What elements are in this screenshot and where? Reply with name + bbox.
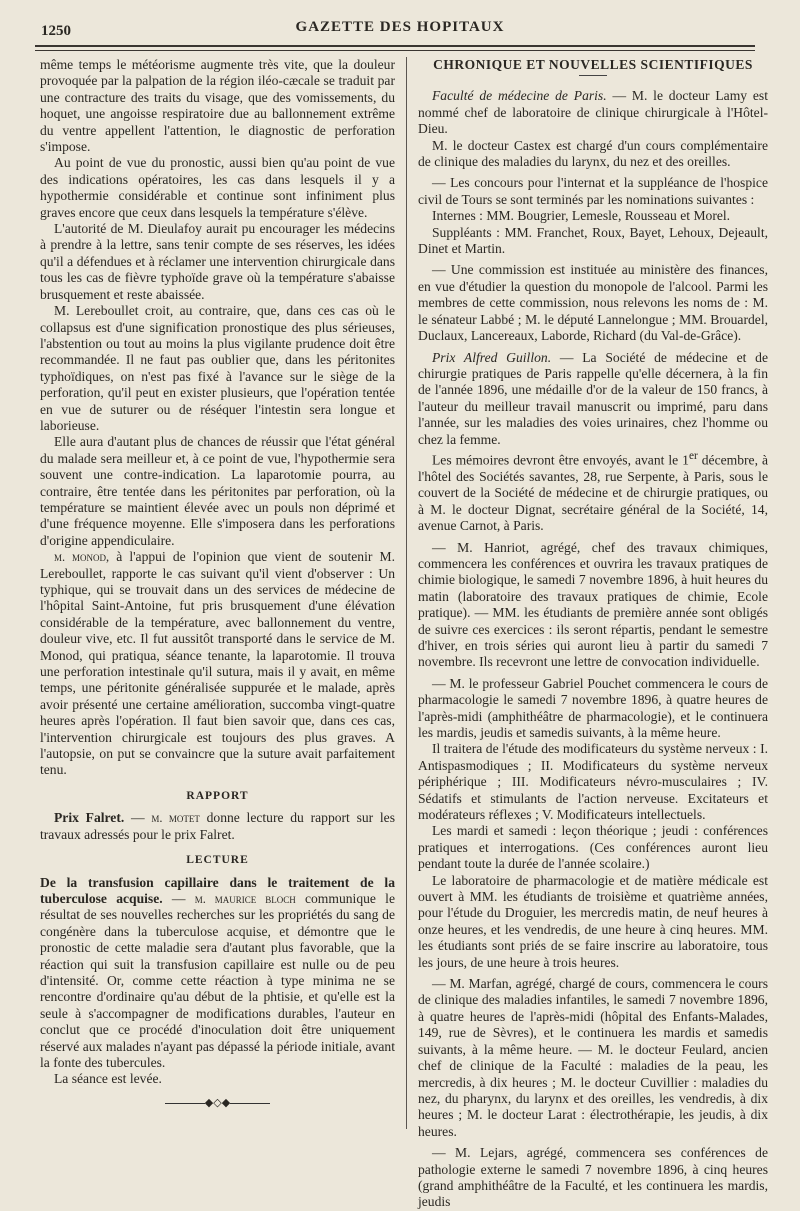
right-column (418, 57, 768, 1211)
section-heading-lecture: LECTURE (186, 854, 249, 867)
prix-paragraph (40, 810, 395, 843)
monod-text: à l'appui de l'opinion que vient de soutenir M. Lereboullet, rapporte le cas suivant qu'il vient d'observer : Un typhique, qui se trouvait dans un des services de médecine de l'hôpital Saint-Antoine, fut pris brusquement d'une élévation considérable de la température, avec ballonnement du ventre, douleur vive, etc. Il fut aussitôt transporté dans le service de M. Monod, qui pratiqua, séance tenante, la laparotomie. Il trouva une perforation intestinale qu'il sutura, mais il y avait, en même temps, une péritonite généralisée suppurée et le malade, après avoir présenté une certaine amélioration, succomba vingt-quatre heures après l'opération. Il faut bien savoir que, dans ces cas, l'intervention chirurgicale est toujours des plus graves. A l'autopsie, on put se convaincre que la suture avait parfaitement tenu. (40, 549, 395, 778)
news-item: — M. Lejars, agrégé, commencera ses conférences de pathologie externe le samedi 7 novembre 1896, à cinq heures (grand amphithéâtre de la Faculté, et les continuera les mardis, jeudis (418, 1145, 768, 1210)
item-text: — M. le docteur Lamy est nommé chef de laboratoire de clinique chirurgicale à l'Hôtel-Dieu. (418, 88, 769, 137)
journal-title: GAZETTE DES HOPITAUX (295, 19, 505, 35)
page-header (35, 17, 765, 43)
closing-line: La séance est levée. (54, 1071, 162, 1087)
header-rule-thin (35, 50, 755, 51)
speaker-name: m. motet (151, 811, 200, 826)
paragraph: Elle aura d'autant plus de chances de réussir que l'état général du malade sera meilleur et, à ce point de vue, l'hypothermie sera souvent une contre-indication. La laparotomie pourra, au contraire, être tentée dans les péritonites par perforation, où la température se maintient élevée avec un pouls non déprimé et d'une fréquence moyenne. Elle s'imposera dans les perforations d'origine appendiculaire. (40, 434, 395, 548)
news-item: — M. le professeur Gabriel Pouchet commencera le cours de pharmacologie le samedi 7 novembre 1896, à quatre heures de l'après-midi (amphithéâtre de pharmacologie), et le continuera les mardis, jeudis et samedis suivants, à la même heure. (418, 675, 768, 740)
left-column (40, 57, 395, 1108)
news-item: Internes : MM. Bougrier, Lemesle, Rousseau et Morel. (432, 208, 731, 224)
item-label: Faculté de médecine de Paris. (432, 88, 607, 104)
news-item: Il traitera de l'étude des modificateurs du système nerveux : I. Antispasmodiques ; II. Modificateurs du système nerveux périphérique ; III. Modificateurs névro-musculaires ; IV. Sédatifs et stimulants de l'action nerveuse. Excitateurs et modérateurs réflexes ; V. Modificateurs intellectuels. (418, 741, 768, 822)
news-item: — Les concours pour l'internat et la suppléance de l'hospice civil de Tours se sont terminés par les nominations suivantes : (418, 175, 768, 207)
dash: — (124, 810, 152, 826)
news-item: Le laboratoire de pharmacologie et de matière médicale est ouvert à MM. les étudiants de troisième et quatrième années, pour l'étude du Droguier, les mercredis matin, de neuf heures à onze heures, et les vendredis, de une heure à cinq heures. MM. les étudiants sont priés de se faire inscrire au laboratoire, tous les jours, de une heure à trois heures. (418, 872, 768, 970)
news-item: — M. Marfan, agrégé, chargé de cours, commencera le cours de clinique des maladies infantiles, le samedi 7 novembre 1896, à quatre heures de l'après-midi (hôpital des Enfants-Malades, 149, rue de Sèvres), et le continuera les mardis et samedis suivants, à la même heure. — M. le docteur Feulard, ancien chef de clinique de la Faculté : maladies de la peau, les mercredis, à dix heures ; M. le docteur Cuvillier : maladies du nez, du pharynx, du larynx et des oreilles, les vendredis, à dix heures ; M. le docteur Larat : électrothérapie, les jeudis, à dix heures. (418, 976, 768, 1139)
news-item (418, 448, 768, 535)
dash: — (162, 890, 195, 906)
transfusion-paragraph (40, 875, 395, 1072)
news-item (418, 88, 768, 137)
news-item: — Une commission est instituée au ministère des finances, en vue d'étudier la question du monopole de l'alcool. Parmi les membres de cette commission, nous relevons les noms de : M. le sénateur Labbé ; M. le député Lannelongue ; MM. Brouardel, Duclaux, Lancereaux, Laborde, Richard (du Val-de-Grâce). (418, 262, 768, 344)
item-text: Les mémoires devront être envoyés, avant le 1 (432, 452, 689, 468)
item-title: De la transfusion capillaire dans le traitement de la tuberculose acquise. (40, 874, 395, 906)
item-title: Prix Falret. (54, 810, 125, 826)
title-rule (579, 75, 607, 76)
news-item: Les mardi et samedi : leçon théorique ; jeudi : conférences pratiques et interrogations. (Ces conférences auront lieu pendant toute la durée de l'année scolaire.) (418, 823, 768, 872)
column-divider (406, 57, 407, 1129)
speaker-name: m. monod, (54, 550, 110, 565)
prix-text: donne lecture du rapport sur les travaux adressés pour le prix Falret. (40, 810, 396, 842)
news-item: Suppléants : MM. Franchet, Roux, Bayet, Lehoux, Dejeault, Dinet et Martin. (418, 224, 768, 257)
end-ornament: ◆◇◆ (163, 1098, 273, 1108)
superscript: er (688, 449, 698, 462)
news-item: — M. Hanriot, agrégé, chef des travaux chimiques, commencera les conférences et ouvrira les travaux pratiques de chimie biologique, le samedi 7 novembre 1896, à huit heures du matin (laboratoire des travaux pratiques de chimie, Ecole pratique). — MM. les étudiants de première année sont obligés de suivre ces exercices : ils seront répartis, pendant le semestre d'hiver, en trois séries qui auront lieu à partir du samedi 7 novembre. Ils recevront une lettre de convocation individuelle. (418, 539, 768, 670)
chronique-title: CHRONIQUE ET NOUVELLES SCIENTIFIQUES (433, 57, 753, 72)
speaker-name: m. maurice bloch (194, 891, 296, 906)
news-item: M. le docteur Castex est chargé d'un cours complémentaire de clinique des maladies du larynx, du nez et des oreilles. (418, 137, 768, 170)
paragraph: Au point de vue du pronostic, aussi bien qu'au point de vue des indications opératoires, les cas dans lesquels il y a hypothermie considérable et continue sont infiniment plus graves encore que ceux dans lesquels la température s'élève. (40, 155, 395, 220)
news-item (418, 350, 768, 448)
item-label: Prix Alfred Guillon. (432, 349, 552, 365)
section-heading-rapport: RAPPORT (186, 789, 249, 802)
monod-paragraph (40, 549, 395, 779)
item-text: — La Société de médecine et de chirurgie pratiques de Paris rappelle qu'elle décernera, à la fin de l'année 1896, une médaille d'or de la valeur de 150 francs, à l'auteur du meilleur travail manuscrit ou imprimé, paru dans l'année, sur les maladies des voies urinaires, chez l'homme ou chez la femme. (418, 349, 768, 447)
paragraph: M. Lereboullet croit, au contraire, que, dans ces cas où le collapsus est d'une signification pronostique des plus sérieuses, l'abstention ou tout au moins la plus vigilante prudence doit être recommandée. Il ne faut pas oublier que, dans les péritonites typhoïdiques, on n'est pas fixé à l'avance sur le siège de la perforation, qu'il peut en exister plusieurs, que l'opération tentée en vue de suturer ou de réséquer l'intestin sera longue et laborieuse. (40, 303, 395, 433)
paragraph: L'autorité de M. Dieulafoy aurait pu encourager les médecins à prendre à la lettre, sans tenir compte de ses réserves, les idées qu'il a défendues et à réclamer une intervention chirurgicale dans tous les cas de fièvre typhoïde grave où la température s'abaisse brusquement et reste abaissée. (40, 221, 395, 302)
page-number: 1250 (41, 23, 71, 39)
item-text: décembre, à l'hôtel des Sociétés savantes, 28, rue Serpente, à Paris, sous le couvert de la Société de médecine et de chirurgie pratiques, ou à M. le docteur Dignat, secrétaire général de la Société, 14, avenue Carnot, à Paris. (418, 452, 768, 534)
header-rule (35, 45, 755, 47)
paragraph: même temps le météorisme augmente très vite, que la douleur provoquée par la palpation de la région iléo-cæcale se traduit par une contracture des traits du visage, que des vomissements, du hoquet, une angoisse respiratoire due au ballonnement extrême du ventre appellent l'attention, le diagnostic de perforation s'impose. (40, 57, 395, 155)
transfusion-text: communique le résultat de ses nouvelles recherches sur les propriétés du sang de congénère dans la tuberculose acquise, et démontre que le pronostic de cette maladie sera d'autant plus favorable, que la réaction qui suit la transfusion capillaire est nulle ou de peu d'intensité. Or, comme cette réaction à type minima ne se rencontre d'ordinaire qu'au début de la phtisie, et qu'elle est la seule à s'accompagner de modifications durables, l'auteur en conclut que ce procédé d'inoculation doit être uniquement réservé aux malades n'ayant pas dépassé la période initiale, avant la fonte des tubercules. (40, 890, 395, 1070)
